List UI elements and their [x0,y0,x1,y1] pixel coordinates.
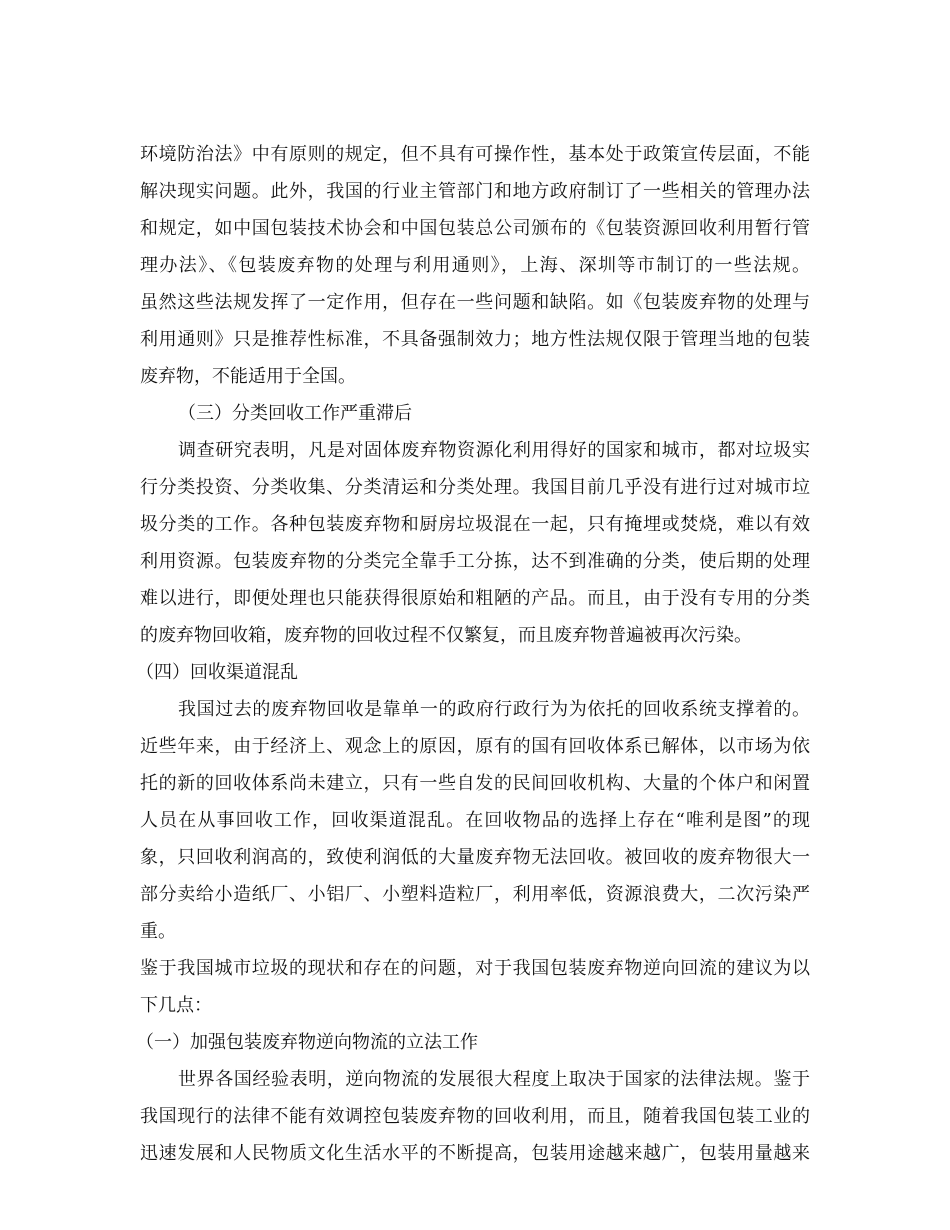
body-text-line: 环境防治法》中有原则的规定，但不具有可操作性，基本处于政策宣传层面，不能 [140,144,810,165]
body-text-line: 部分卖给小造纸厂、小铝厂、小塑料造粒厂，利用率低，资源浪费大，二次污染严 [140,884,810,905]
body-text-line: 利用资源。包装废弃物的分类完全靠手工分拣，达不到准确的分类，使后期的处理 [140,551,810,572]
section-heading: （三）分类回收工作严重滞后 [178,403,412,424]
body-text-line: 利用通则》只是推荐性标准，不具备强制效力；地方性法规仅限于管理当地的包装 [140,329,810,350]
body-text-line: 虽然这些法规发挥了一定作用，但存在一些问题和缺陷。如《包装废弃物的处理与 [140,292,810,313]
body-text-line: 象，只回收利润高的，致使利润低的大量废弃物无法回收。被回收的废弃物很大一 [140,847,810,868]
body-text-line: 世界各国经验表明，逆向物流的发展很大程度上取决于国家的法律法规。鉴于 [178,1069,810,1090]
body-text-line: 近些年来，由于经济上、观念上的原因，原有的国有回收体系已解体，以市场为依 [140,736,810,757]
body-text-line: 我国现行的法律不能有效调控包装废弃物的回收利用，而且，随着我国包装工业的 [140,1106,810,1127]
body-text-line: 圾分类的工作。各种包装废弃物和厨房垃圾混在一起，只有掩埋或焚烧，难以有效 [140,514,810,535]
body-text-line: 解决现实问题。此外，我国的行业主管部门和地方政府制订了一些相关的管理办法 [140,181,810,202]
body-text-line: 废弃物，不能适用于全国。 [140,366,356,387]
body-text-line: 行分类投资、分类收集、分类清运和分类处理。我国目前几乎没有进行过对城市垃 [140,477,810,498]
body-text-line: 调查研究表明，凡是对固体废弃物资源化利用得好的国家和城市，都对垃圾实 [178,440,810,461]
body-text-line: 难以进行，即便处理也只能获得很原始和粗陋的产品。而且，由于没有专用的分类 [140,588,810,609]
body-text-line: 和规定，如中国包装技术协会和中国包装总公司颁布的《包装资源回收利用暂行管 [140,218,810,239]
section-heading: （四）回收渠道混乱 [136,662,298,683]
section-heading: （一）加强包装废弃物逆向物流的立法工作 [136,1032,478,1053]
body-text-line: 理办法》、《包装废弃物的处理与利用通则》，上海、深圳等市制订的一些法规。 [140,255,810,276]
body-text-line: 重。 [140,921,176,942]
body-text-line: 托的新的回收体系尚未建立，只有一些自发的民间回收机构、大量的个体户和闲置 [140,773,810,794]
body-text-line: 鉴于我国城市垃圾的现状和存在的问题，对于我国包装废弃物逆向回流的建议为以 [140,958,810,979]
body-text-line: 人员在从事回收工作，回收渠道混乱。在回收物品的选择上存在“唯利是图”的现 [140,810,810,831]
body-text-line: 的废弃物回收箱，废弃物的回收过程不仅繁复，而且废弃物普遍被再次污染。 [140,625,752,646]
body-text-line: 我国过去的废弃物回收是靠单一的政府行政行为为依托的回收系统支撑着的。 [178,699,810,720]
body-text-line: 下几点： [140,995,212,1016]
body-text-line: 迅速发展和人民物质文化生活水平的不断提高，包装用途越来越广，包装用量越来 [140,1143,810,1164]
